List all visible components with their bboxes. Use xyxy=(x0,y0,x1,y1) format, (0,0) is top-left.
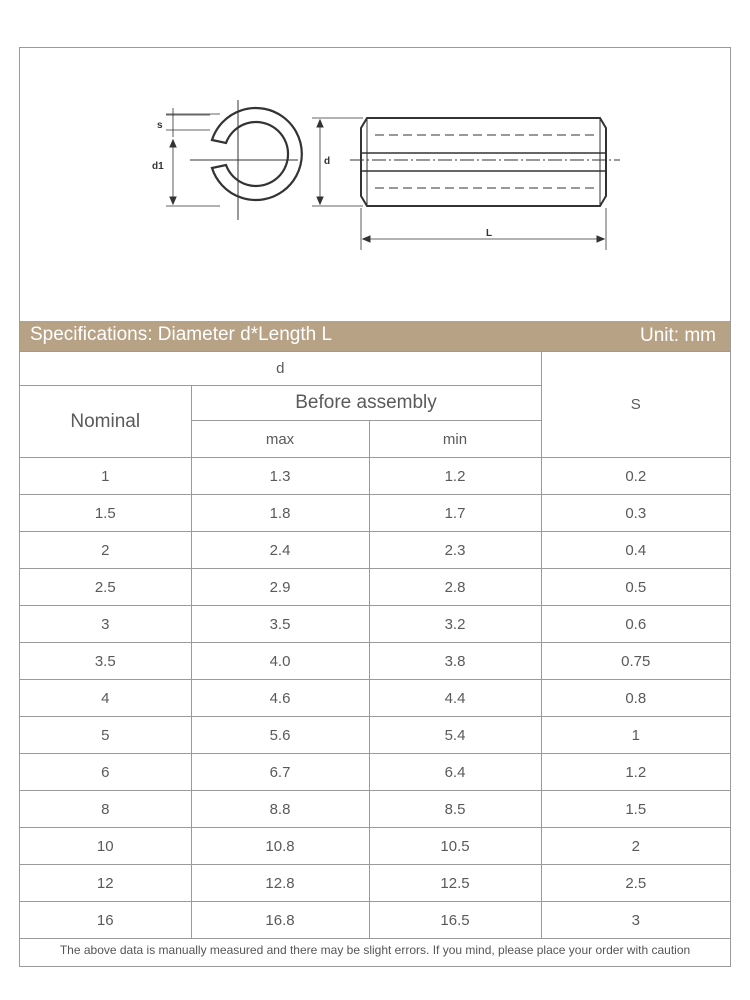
cell-nominal: 6 xyxy=(20,754,191,791)
spring-pin-drawing xyxy=(20,48,730,321)
cell-min: 10.5 xyxy=(369,828,541,865)
cell-max: 2.4 xyxy=(191,532,369,569)
cell-nominal: 2 xyxy=(20,532,191,569)
table-row xyxy=(20,569,730,606)
cell-nominal: 4 xyxy=(20,680,191,717)
cell-max: 2.9 xyxy=(191,569,369,606)
cell-max: 5.6 xyxy=(191,717,369,754)
end-view xyxy=(166,100,302,220)
spec-title: Specifications: Diameter d*Length L xyxy=(30,324,333,345)
cell-s: 0.4 xyxy=(541,532,730,569)
cell-nominal: 10 xyxy=(20,828,191,865)
cell-nominal: 3.5 xyxy=(20,643,191,680)
cell-min: 3.8 xyxy=(369,643,541,680)
header-nominal: Nominal xyxy=(20,386,191,458)
cell-s: 0.8 xyxy=(541,680,730,717)
cell-max: 10.8 xyxy=(191,828,369,865)
cell-min: 1.2 xyxy=(369,458,541,495)
cell-nominal: 5 xyxy=(20,717,191,754)
disclaimer-note: The above data is manually measured and there may be slight errors. If you mind, please place your order with caution xyxy=(59,943,691,957)
cell-s: 1 xyxy=(541,717,730,754)
spec-banner xyxy=(20,321,730,351)
table-row xyxy=(20,680,730,717)
header-row-d xyxy=(20,352,730,386)
table-row xyxy=(20,865,730,902)
cell-min: 8.5 xyxy=(369,791,541,828)
s-label: s xyxy=(157,120,163,131)
cell-nominal: 1.5 xyxy=(20,495,191,532)
header-max: max xyxy=(191,421,369,458)
cell-nominal: 2.5 xyxy=(20,569,191,606)
cell-max: 4.0 xyxy=(191,643,369,680)
cell-max: 8.8 xyxy=(191,791,369,828)
cell-s: 3 xyxy=(541,902,730,939)
header-s: S xyxy=(541,352,730,458)
table-row xyxy=(20,902,730,939)
side-view xyxy=(312,118,620,250)
table-row xyxy=(20,754,730,791)
cell-s: 1.2 xyxy=(541,754,730,791)
header-d: d xyxy=(20,352,541,386)
cell-s: 0.3 xyxy=(541,495,730,532)
cell-s: 0.75 xyxy=(541,643,730,680)
cell-max: 1.3 xyxy=(191,458,369,495)
side-view-outline xyxy=(361,118,606,206)
cell-min: 1.7 xyxy=(369,495,541,532)
unit-label: Unit: mm xyxy=(640,325,716,346)
cell-min: 2.3 xyxy=(369,532,541,569)
header-before-assembly: Before assembly xyxy=(191,386,541,421)
cell-min: 2.8 xyxy=(369,569,541,606)
table-row xyxy=(20,495,730,532)
cell-max: 12.8 xyxy=(191,865,369,902)
table-row xyxy=(20,791,730,828)
table-row xyxy=(20,643,730,680)
cell-s: 0.2 xyxy=(541,458,730,495)
spec-table xyxy=(20,351,730,939)
spec-sheet xyxy=(19,47,731,967)
table-row xyxy=(20,532,730,569)
table-row xyxy=(20,828,730,865)
cell-nominal: 8 xyxy=(20,791,191,828)
end-view-outline xyxy=(212,108,302,200)
d-label: d xyxy=(324,156,331,167)
d1-label: d1 xyxy=(152,161,164,172)
cell-nominal: 3 xyxy=(20,606,191,643)
table-row xyxy=(20,458,730,495)
cell-min: 12.5 xyxy=(369,865,541,902)
table-row xyxy=(20,717,730,754)
cell-s: 2.5 xyxy=(541,865,730,902)
L-label: L xyxy=(486,228,493,239)
cell-max: 3.5 xyxy=(191,606,369,643)
cell-min: 5.4 xyxy=(369,717,541,754)
cell-s: 0.5 xyxy=(541,569,730,606)
cell-nominal: 12 xyxy=(20,865,191,902)
cell-min: 6.4 xyxy=(369,754,541,791)
cell-max: 4.6 xyxy=(191,680,369,717)
cell-nominal: 16 xyxy=(20,902,191,939)
cell-s: 0.6 xyxy=(541,606,730,643)
cell-max: 16.8 xyxy=(191,902,369,939)
cell-min: 4.4 xyxy=(369,680,541,717)
cell-nominal: 1 xyxy=(20,458,191,495)
cell-max: 1.8 xyxy=(191,495,369,532)
header-min: min xyxy=(369,421,541,458)
cell-s: 1.5 xyxy=(541,791,730,828)
cell-max: 6.7 xyxy=(191,754,369,791)
cell-min: 3.2 xyxy=(369,606,541,643)
cell-s: 2 xyxy=(541,828,730,865)
table-row xyxy=(20,606,730,643)
cell-min: 16.5 xyxy=(369,902,541,939)
